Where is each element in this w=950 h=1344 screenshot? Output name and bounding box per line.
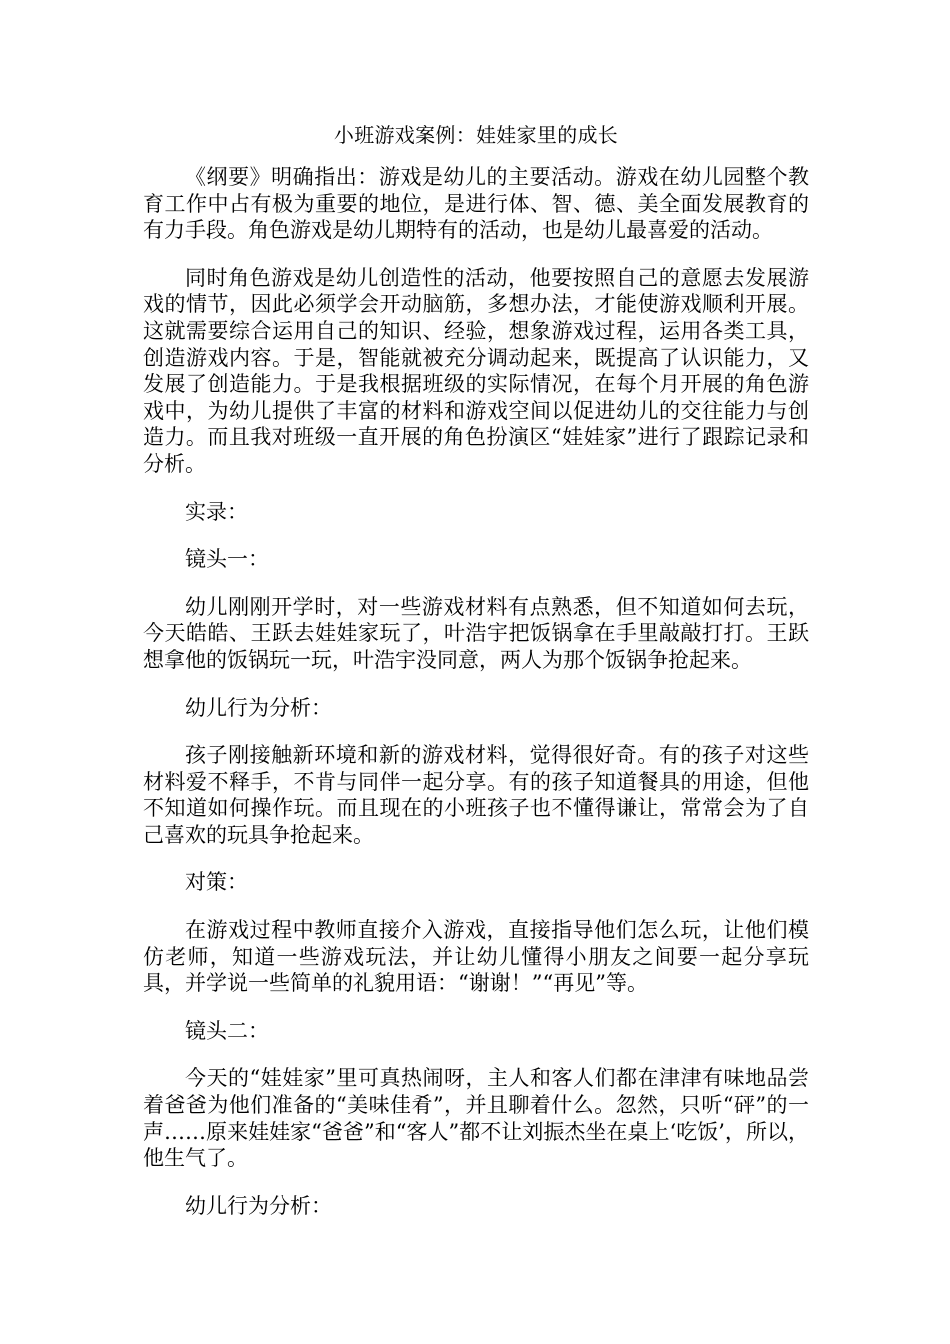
section-label-strategy: 对策： — [185, 870, 248, 895]
document-title: 小班游戏案例：娃娃家里的成长 — [333, 123, 619, 147]
paragraph-scene-two: 今天的“娃娃家”里可真热闹呀，主人和客人们都在津津有味地品尝着爸爸为他们准备的“美味佳肴”，并且聊着什么。忽然，只听“砰”的一声……原来娃娃家“爸爸”和“客人”都不让刘振杰坐在桌上‘吃饭’，所以，他生气了。 — [143, 1066, 809, 1171]
paragraph-intro-outline: 《纲要》明确指出：游戏是幼儿的主要活动。游戏在幼儿园整个教育工作中占有极为重要的地位，是进行体、智、德、美全面发展教育的有力手段。角色游戏是幼儿期特有的活动，也是幼儿最喜爱的活动。 — [143, 165, 809, 243]
section-label-scene-two: 镜头二： — [185, 1018, 269, 1043]
paragraph-scene-one: 幼儿刚刚开学时，对一些游戏材料有点熟悉，但不知道如何去玩，今天皓皓、王跃去娃娃家玩了，叶浩宇把饭锅拿在手里敲敲打打。王跃想拿他的饭锅玩一玩，叶浩宇没同意，两人为那个饭锅争抢起来。 — [143, 594, 809, 672]
section-label-behavior-analysis-two: 幼儿行为分析： — [185, 1193, 332, 1218]
section-label-record: 实录： — [185, 499, 248, 524]
document-body — [143, 122, 809, 1240]
paragraph-behavior-analysis-one: 孩子刚接触新环境和新的游戏材料，觉得很好奇。有的孩子对这些材料爱不释手，不肯与同伴一起分享。有的孩子知道餐具的用途，但他不知道如何操作玩。而且现在的小班孩子也不懂得谦让，常常会为了自己喜欢的玩具争抢起来。 — [143, 743, 809, 847]
paragraph-strategy: 在游戏过程中教师直接介入游戏，直接指导他们怎么玩，让他们模仿老师，知道一些游戏玩法，并让幼儿懂得小朋友之间要一起分享玩具，并学说一些简单的礼貌用语：“谢谢！”“再见”等。 — [143, 918, 809, 996]
paragraph-role-play-creativity: 同时角色游戏是幼儿创造性的活动，他要按照自己的意愿去发展游戏的情节，因此必须学会开动脑筋，多想办法，才能使游戏顺利开展。这就需要综合运用自己的知识、经验，想象游戏过程，运用各类工具，创造游戏内容。于是，智能就被充分调动起来，既提高了认识能力，又发展了创造能力。于是我根据班级的实际情况，在每个月开展的角色游戏中，为幼儿提供了丰富的材料和游戏空间以促进幼儿的交往能力与创造力。而且我对班级一直开展的角色扮演区“娃娃家”进行了跟踪记录和分析。 — [143, 265, 809, 476]
section-label-scene-one: 镜头一： — [185, 547, 269, 572]
section-label-behavior-analysis-one: 幼儿行为分析： — [185, 695, 332, 720]
